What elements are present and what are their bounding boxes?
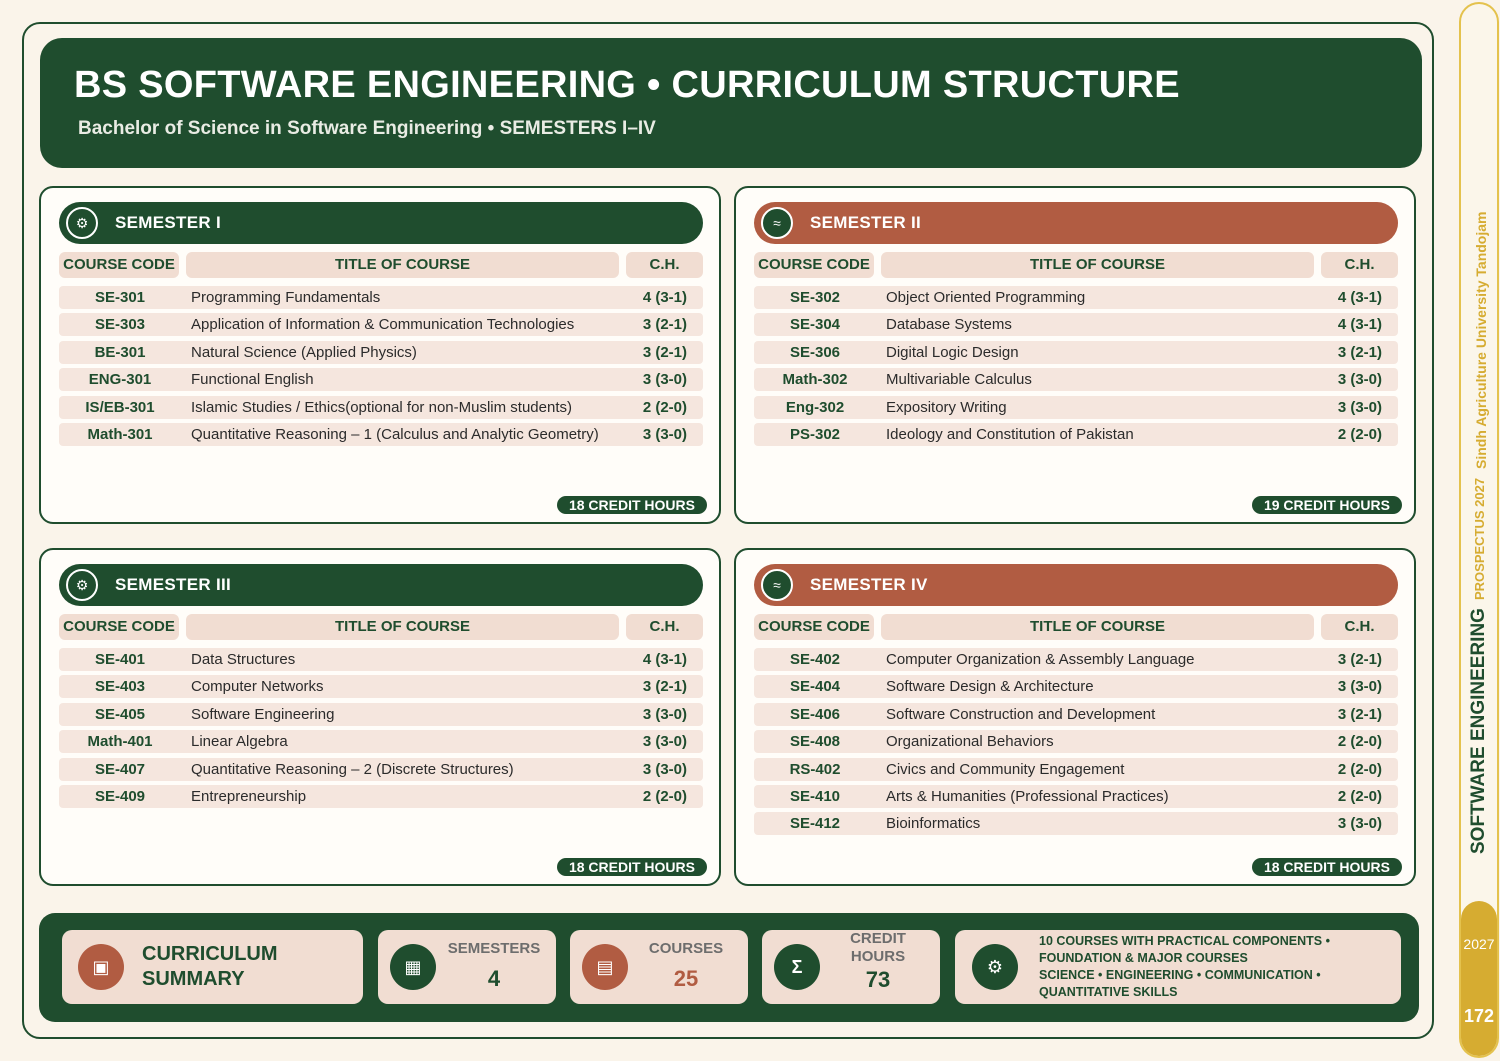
semester-name: SEMESTER IV [810,575,928,594]
course-code: SE-406 [789,705,841,723]
course-title: Quantitative Reasoning – 1 (Calculus and Analytic Geometry) [191,425,599,443]
course-ch: 2 (2-0) [1337,787,1382,805]
course-code: SE-304 [789,316,841,334]
course-row [754,286,1398,309]
col-course-title: TITLE OF COURSE [186,252,619,278]
table-header [754,252,1398,278]
gear-icon: ⚙ [66,207,98,239]
summary-credit-box [762,930,940,1004]
course-code: SE-306 [789,343,841,361]
course-code: RS-402 [789,760,841,778]
course-ch: 3 (3-0) [642,371,687,389]
course-code: ENG-301 [88,371,152,389]
course-title: Computer Networks [191,678,324,696]
semester-title-bar [754,202,1398,244]
course-list [754,286,1398,450]
credit-hours-badge: 18 CREDIT HOURS [557,858,707,876]
course-code: SE-410 [789,787,841,805]
credit-value: 73 [865,967,891,992]
course-ch: 3 (2-1) [1337,651,1382,668]
course-row [754,785,1398,808]
course-title: Linear Algebra [191,733,288,751]
summary-title-line2: SUMMARY [142,968,245,990]
course-row [754,730,1398,753]
course-title: Islamic Studies / Ethics(optional for non-Muslim students) [191,398,572,416]
course-row [754,648,1398,671]
course-title: Digital Logic Design [886,343,1019,361]
col-course-title: TITLE OF COURSE [186,614,619,640]
summary-notes [1039,933,1330,1001]
course-code: SE-408 [789,733,841,751]
course-ch: 3 (3-0) [1337,371,1382,389]
col-credit-hours: C.H. [626,614,703,640]
credit-label [828,930,928,966]
course-ch: 3 (3-0) [642,705,687,723]
summary-title-box [62,930,363,1004]
summary-courses-box [570,930,748,1004]
summary-semesters-box [378,930,556,1004]
semester-card-2 [734,186,1416,524]
course-code: Math-302 [782,371,848,389]
course-row [754,812,1398,835]
course-title: Organizational Behaviors [886,733,1054,751]
course-ch: 2 (2-0) [1337,425,1382,443]
course-ch: 3 (3-0) [1337,815,1382,833]
col-course-title: TITLE OF COURSE [881,252,1314,278]
col-credit-hours: C.H. [1321,614,1398,640]
note-line: FOUNDATION & MAJOR COURSES [1039,951,1248,965]
grid-icon: ▦ [390,944,436,990]
credit-hours-badge: 18 CREDIT HOURS [557,496,707,514]
course-code: SE-407 [94,760,146,778]
course-row [59,675,703,698]
course-title: Quantitative Reasoning – 2 (Discrete Structures) [191,760,514,778]
course-title: Functional English [191,371,314,389]
wave-icon: ≈ [761,207,793,239]
semester-card-3 [39,548,721,886]
course-ch: 2 (2-0) [642,787,687,805]
semester-card-4 [734,548,1416,886]
page-number: 172 [1463,1006,1495,1026]
course-code: SE-401 [94,651,146,668]
sigma-icon: Σ [774,944,820,990]
course-row [754,341,1398,364]
course-row [754,396,1398,419]
course-title: Object Oriented Programming [886,289,1086,306]
note-line: 10 COURSES WITH PRACTICAL COMPONENTS • [1039,934,1330,948]
course-row [754,423,1398,446]
course-title: Programming Fundamentals [191,289,381,306]
course-row [59,785,703,808]
course-ch: 4 (3-1) [1337,316,1382,334]
semester-name: SEMESTER II [810,213,921,232]
page-header [40,38,1422,168]
course-ch: 2 (2-0) [642,398,687,416]
gear-icon: ⚙ [66,569,98,601]
course-code: SE-403 [94,678,146,696]
course-row [59,730,703,753]
semesters-label: SEMESTERS [447,940,541,957]
course-ch: 3 (3-0) [642,425,687,443]
course-ch: 2 (2-0) [1337,733,1382,751]
prospectus-label: PROSPECTUS 2027 [1472,477,1487,600]
course-ch: 3 (2-1) [642,343,687,361]
course-title: Application of Information & Communication Technologies [191,316,575,334]
note-line: QUANTITATIVE SKILLS [1039,985,1178,999]
course-list [59,648,703,812]
course-title: Expository Writing [886,398,1007,416]
semester-title-bar [754,564,1398,606]
table-header [59,252,703,278]
department-name: SOFTWARE ENGINEERING [1468,608,1489,854]
course-row [59,341,703,364]
course-code: SE-404 [789,678,841,696]
course-ch: 3 (3-0) [642,760,687,778]
course-row [754,313,1398,336]
col-credit-hours: C.H. [626,252,703,278]
course-title: Entrepreneurship [191,787,307,805]
course-ch: 3 (2-1) [1337,343,1382,361]
course-row [59,758,703,781]
course-code: SE-412 [789,815,841,833]
note-line: SCIENCE • ENGINEERING • COMMUNICATION • [1039,968,1321,982]
course-code: SE-405 [94,705,146,723]
course-ch: 2 (2-0) [1337,760,1382,778]
semester-name: SEMESTER I [115,213,221,232]
semesters-value: 4 [487,966,501,991]
course-ch: 3 (3-0) [642,733,687,751]
semester-title-bar [59,202,703,244]
course-row [59,286,703,309]
course-code: Eng-302 [785,398,845,416]
course-ch: 3 (3-0) [1337,398,1382,416]
course-ch: 4 (3-1) [642,289,687,306]
wave-icon: ≈ [761,569,793,601]
table-header [754,614,1398,640]
course-ch: 3 (2-1) [1337,705,1382,723]
credit-label-line2: HOURS [850,948,906,965]
course-code: IS/EB-301 [85,398,155,416]
course-list [59,286,703,450]
course-title: Data Structures [191,651,296,668]
course-row [754,703,1398,726]
year-label: 2027 [1463,936,1495,952]
course-title: Natural Science (Applied Physics) [191,343,417,361]
course-title: Database Systems [886,316,1012,334]
course-row [59,368,703,391]
university-name: Sindh Agriculture University Tandojam [1473,211,1489,469]
target-icon: ▣ [78,944,124,990]
course-code: SE-301 [94,289,146,306]
course-title: Software Engineering [191,705,335,723]
side-tab [1459,2,1499,1058]
list-icon: ▤ [582,944,628,990]
courses-value: 25 [673,966,699,991]
table-header [59,614,703,640]
col-credit-hours: C.H. [1321,252,1398,278]
page-subtitle: Bachelor of Science in Software Engineering • SEMESTERS I–IV [78,118,656,139]
course-ch: 4 (3-1) [642,651,687,668]
course-title: Arts & Humanities (Professional Practices) [886,787,1169,805]
course-ch: 3 (2-1) [642,316,687,334]
course-title: Civics and Community Engagement [886,760,1125,778]
semester-name: SEMESTER III [115,575,232,594]
col-course-code: COURSE CODE [59,252,179,278]
course-title: Software Construction and Development [886,705,1156,723]
course-row [754,368,1398,391]
course-title: Computer Organization & Assembly Language [886,651,1195,668]
gear-icon: ⚙ [972,944,1018,990]
course-code: Math-401 [87,733,153,751]
course-row [59,423,703,446]
courses-label: COURSES [648,940,724,957]
credit-hours-badge: 18 CREDIT HOURS [1252,858,1402,876]
summary-title [142,942,278,992]
summary-title-line1: CURRICULUM [142,943,278,965]
page-number-tab [1461,901,1497,1056]
semester-card-1 [39,186,721,524]
course-code: SE-303 [94,316,146,334]
page-frame [22,22,1434,1039]
course-ch: 3 (3-0) [1337,678,1382,696]
course-row [754,758,1398,781]
course-ch: 3 (2-1) [642,678,687,696]
course-row [754,675,1398,698]
course-list [754,648,1398,840]
course-code: BE-301 [94,343,146,361]
course-title: Multivariable Calculus [886,371,1032,389]
course-row [59,703,703,726]
course-code: Math-301 [87,425,153,443]
credit-hours-badge: 19 CREDIT HOURS [1252,496,1402,514]
semester-title-bar [59,564,703,606]
col-course-code: COURSE CODE [59,614,179,640]
course-code: SE-402 [789,651,841,668]
course-title: Software Design & Architecture [886,678,1094,696]
course-title: Bioinformatics [886,815,981,833]
course-row [59,648,703,671]
course-code: PS-302 [789,425,841,443]
curriculum-summary-bar [39,913,1419,1022]
col-course-title: TITLE OF COURSE [881,614,1314,640]
page-title: BS SOFTWARE ENGINEERING • CURRICULUM STRUCTURE [74,64,1180,106]
summary-notes-box [955,930,1401,1004]
course-code: SE-409 [94,787,146,805]
credit-label-line1: CREDIT [850,930,906,947]
col-course-code: COURSE CODE [754,252,874,278]
course-title: Ideology and Constitution of Pakistan [886,425,1134,443]
course-ch: 4 (3-1) [1337,289,1382,306]
course-code: SE-302 [789,289,841,306]
col-course-code: COURSE CODE [754,614,874,640]
course-row [59,396,703,419]
course-row [59,313,703,336]
